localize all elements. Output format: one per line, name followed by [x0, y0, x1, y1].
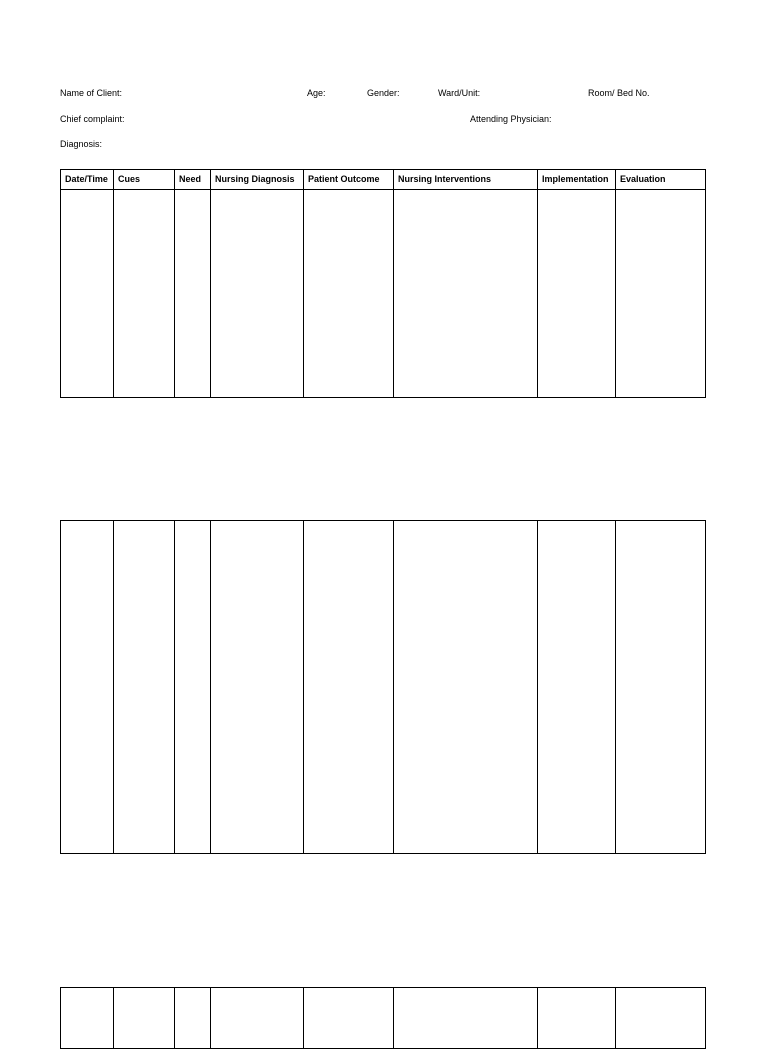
gender-label: Gender:: [367, 88, 400, 98]
continuation-table: [60, 520, 706, 854]
column-header-nursing-diagnosis: Nursing Diagnosis: [211, 170, 304, 190]
evaluation-cell[interactable]: [616, 521, 706, 854]
need-cell[interactable]: [175, 190, 211, 398]
attending-physician-label: Attending Physician:: [470, 114, 552, 124]
evaluation-cell[interactable]: [616, 190, 706, 398]
column-header-nursing-interventions: Nursing Interventions: [394, 170, 538, 190]
table-row: [61, 521, 706, 854]
client-name-label: Name of Client:: [60, 88, 123, 98]
nursing-diagnosis-cell[interactable]: [211, 988, 304, 1049]
table-row: [61, 988, 706, 1049]
patient-outcome-cell[interactable]: [304, 521, 394, 854]
chief-complaint-label: Chief complaint:: [60, 114, 125, 124]
implementation-cell[interactable]: [538, 521, 616, 854]
nursing-interventions-cell[interactable]: [394, 190, 538, 398]
evaluation-cell[interactable]: [616, 988, 706, 1049]
column-header-evaluation: Evaluation: [616, 170, 706, 190]
date-time-cell[interactable]: [61, 521, 114, 854]
column-header-need: Need: [175, 170, 211, 190]
room-bed-label: Room/ Bed No.: [588, 88, 650, 98]
implementation-cell[interactable]: [538, 988, 616, 1049]
age-label: Age:: [307, 88, 326, 98]
implementation-cell[interactable]: [538, 190, 616, 398]
date-time-cell[interactable]: [61, 988, 114, 1049]
diagnosis-label: Diagnosis:: [60, 139, 103, 149]
cues-cell[interactable]: [114, 190, 175, 398]
nursing-care-plan-table: [60, 169, 706, 398]
nursing-diagnosis-cell[interactable]: [211, 190, 304, 398]
ward-unit-label: Ward/Unit:: [438, 88, 481, 98]
column-header-date-time: Date/Time: [61, 170, 114, 190]
date-time-cell[interactable]: [61, 190, 114, 398]
table-header-row: [61, 170, 706, 190]
column-header-patient-outcome: Patient Outcome: [304, 170, 394, 190]
patient-outcome-cell[interactable]: [304, 190, 394, 398]
patient-outcome-cell[interactable]: [304, 988, 394, 1049]
cues-cell[interactable]: [114, 988, 175, 1049]
nursing-interventions-cell[interactable]: [394, 521, 538, 854]
column-header-cues: Cues: [114, 170, 175, 190]
table-row: [61, 190, 706, 398]
nursing-diagnosis-cell[interactable]: [211, 521, 304, 854]
column-header-implementation: Implementation: [538, 170, 616, 190]
continuation-table: [60, 987, 706, 1049]
need-cell[interactable]: [175, 988, 211, 1049]
nursing-interventions-cell[interactable]: [394, 988, 538, 1049]
cues-cell[interactable]: [114, 521, 175, 854]
need-cell[interactable]: [175, 521, 211, 854]
